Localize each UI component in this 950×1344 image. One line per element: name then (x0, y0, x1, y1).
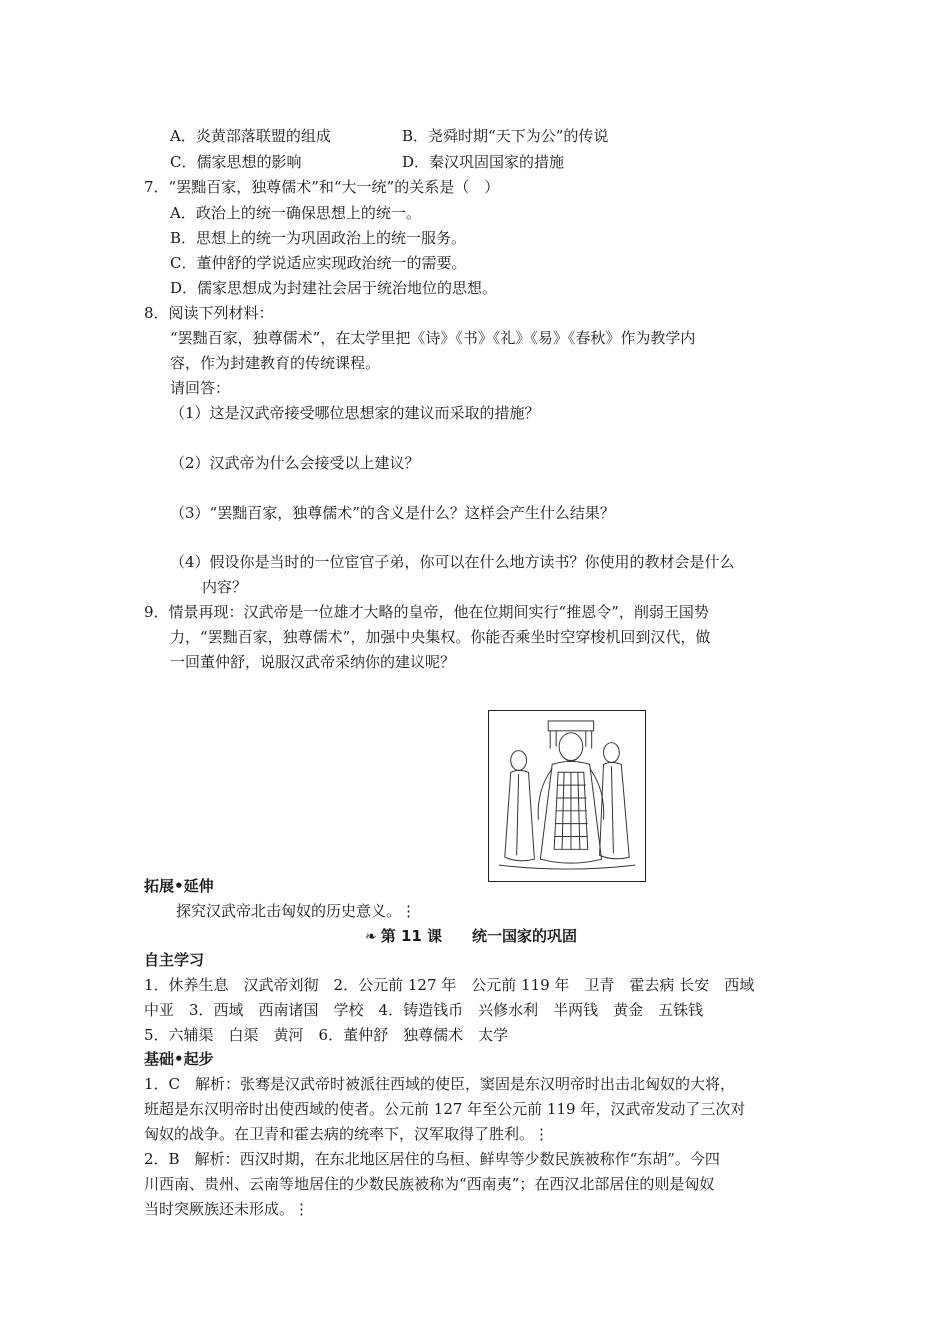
lesson-title (365, 926, 577, 947)
q8-sub3: （3）“罢黜百家，独尊儒术”的含义是什么？这样会产生什么结果？ (170, 504, 615, 522)
answer2-line3: 当时突厥族还未形成。⋮ (144, 1200, 310, 1218)
q7-stem: 7．“罢黜百家，独尊儒术”和“大一统”的关系是（ ） (144, 178, 500, 196)
answer2-line1: 2．B 解析：西汉时期，在东北地区居住的乌桓、鲜卑等少数民族被称作“东胡”。今四 (144, 1150, 720, 1168)
q9-line1: 9．情景再现：汉武帝是一位雄才大略的皇帝，他在位期间实行“推恩令”，削弱王国势 (144, 603, 709, 621)
answer1-line2: 班超是东汉明帝时出使西域的使者。公元前 127 年至公元前 119 年，汉武帝发动了三次对 (144, 1100, 746, 1118)
self-study-heading: 自主学习 (144, 951, 205, 969)
answer1-line1: 1．C 解析：张骞是汉武帝时被派往西域的使臣，窦固是东汉明帝时出击北匈奴的大将， (144, 1075, 736, 1093)
answer1-line3: 匈奴的战争。在卫青和霍去病的统率下，汉军取得了胜利。⋮ (144, 1125, 550, 1143)
q8-material-line1: “罢黜百家，独尊儒术”，在太学里把《诗》《书》《礼》《易》《春秋》作为教学内 (170, 329, 696, 347)
q9-line2: 力，“罢黜百家，独尊儒术”，加强中央集权。你能否乘坐时空穿梭机回到汉代，做 (170, 628, 711, 646)
basics-heading: 基础•起步 (144, 1050, 214, 1068)
q8-stem: 8．阅读下列材料： (144, 304, 274, 322)
scroll-ornament-icon: ❧ (365, 929, 377, 945)
q7-option-b: B．思想上的统一为巩固政治上的统一服务。 (170, 229, 467, 247)
self-study-line3: 5．六辅渠 白渠 黄河 6．董仲舒 独尊儒术 太学 (144, 1026, 509, 1044)
lesson-title-text: 第 11 课 统一国家的巩固 (380, 927, 578, 945)
q7-option-d: D．儒家思想成为封建社会居于统治地位的思想。 (170, 279, 498, 297)
q8-prompt: 请回答： (170, 379, 231, 397)
extension-text: 探究汉武帝北击匈奴的历史意义。⋮ (176, 902, 417, 920)
self-study-line1: 1．休养生息 汉武帝刘彻 2．公元前 127 年 公元前 119 年 卫青 霍去病 长安 西域 (144, 976, 755, 994)
q8-sub4-line2: 内容？ (202, 578, 248, 596)
q7-option-a: A．政治上的统一确保思想上的统一。 (170, 204, 421, 222)
q9-line3: 一回董仲舒，说服汉武帝采纳你的建议呢？ (170, 653, 456, 671)
answer2-line2: 川西南、贵州、云南等地居住的少数民族被称为“西南夷”；在西汉北部居住的则是匈奴 (144, 1175, 715, 1193)
q8-sub4-line1: （4）假设你是当时的一位宦官子弟，你可以在什么地方读书？你使用的教材会是什么 (170, 553, 735, 571)
extension-heading: 拓展•延伸 (144, 877, 214, 895)
q8-sub2: （2）汉武帝为什么会接受以上建议？ (170, 454, 420, 472)
q6-option-a: A．炎黄部落联盟的组成 (170, 127, 331, 145)
q8-sub1: （1）这是汉武帝接受哪位思想家的建议而采取的措施？ (170, 404, 540, 422)
q8-material-line2: 容，作为封建教育的传统课程。 (170, 354, 381, 372)
q6-option-b: B．尧舜时期“天下为公”的传说 (402, 127, 609, 145)
emperor-drawing (489, 711, 645, 881)
emperor-illustration (488, 710, 646, 882)
q7-option-c: C．董仲舒的学说适应实现政治统一的需要。 (170, 254, 467, 272)
q6-option-c: C．儒家思想的影响 (170, 153, 302, 171)
self-study-line2: 中亚 3．西域 西南诸国 学校 4．铸造钱币 兴修水利 半两钱 黄金 五铢钱 (144, 1001, 704, 1019)
q6-option-d: D．秦汉巩固国家的措施 (402, 153, 565, 171)
